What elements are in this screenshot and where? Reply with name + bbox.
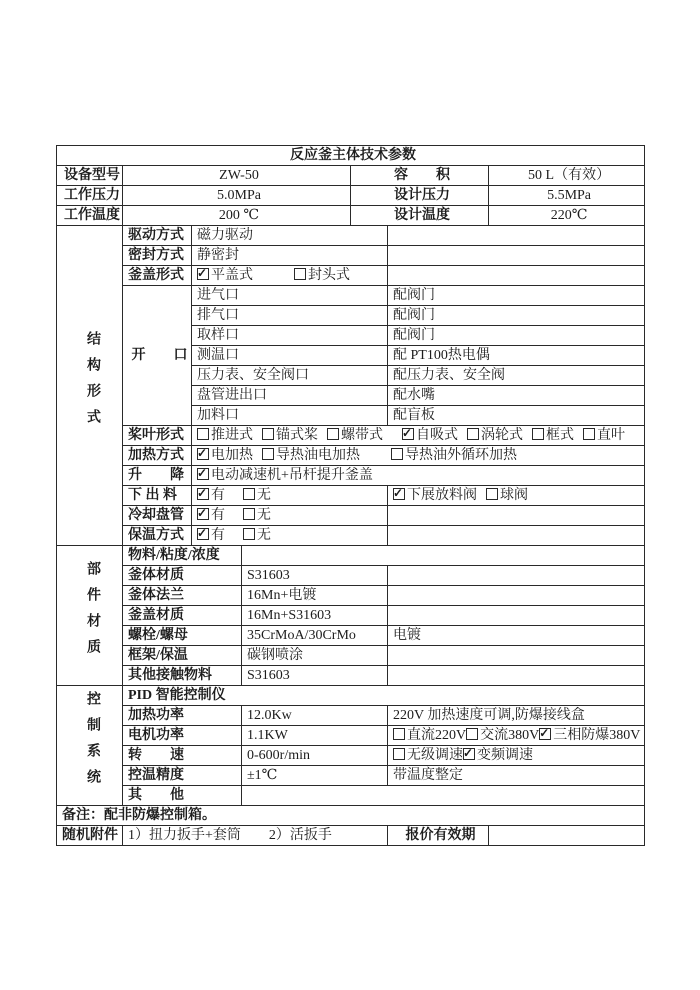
temp-accuracy-label: 控温精度 [123, 766, 242, 786]
heating-power-label: 加热功率 [123, 706, 242, 726]
remark-row: 备注：配非防爆控制箱。 [57, 806, 645, 826]
group-structure [57, 226, 123, 546]
checkbox-option [486, 486, 528, 505]
volume-label: 容 积 [351, 166, 489, 186]
option-label: 锚式桨 [276, 428, 318, 443]
checkbox-option [327, 426, 383, 445]
checkbox-option [294, 266, 350, 285]
checkbox-checked-icon [539, 728, 551, 740]
bottom-discharge-label: 下 出 料 [123, 486, 192, 506]
option-label: 涡轮式 [481, 428, 523, 443]
rotation-speed-label: 转 速 [123, 746, 242, 766]
option-label: 有 [211, 528, 225, 543]
checkbox-checked-icon [402, 428, 414, 440]
other-value [242, 786, 645, 806]
material-header-label: 物料/粘度/浓度 [123, 546, 242, 566]
design-temp-value: 220℃ [489, 206, 645, 226]
design-temp-label: 设计温度 [351, 206, 489, 226]
heating-power-note: 220V 加热速度可调,防爆接线盒 [388, 706, 645, 726]
checkbox-checked-icon [393, 488, 405, 500]
insulation-label: 保温方式 [123, 526, 192, 546]
device-model-label: 设备型号 [57, 166, 123, 186]
empty-cell [388, 506, 645, 526]
impeller-type-options [192, 426, 645, 446]
checkbox-option [393, 746, 463, 765]
checkbox-option [197, 526, 225, 545]
openings-label: 开 口 [123, 286, 192, 426]
quote-validity-value [489, 826, 645, 846]
device-model-value: ZW-50 [123, 166, 351, 186]
option-label: 下展放料阀 [407, 488, 477, 503]
material-extra [388, 566, 645, 586]
checkbox-option [463, 746, 533, 765]
checkbox-unchecked-icon [466, 728, 478, 740]
checkbox-unchecked-icon [467, 428, 479, 440]
checkbox-checked-icon [197, 448, 209, 460]
option-label: 框式 [546, 428, 574, 443]
option-label: 直叶 [597, 428, 625, 443]
rotation-speed-value: 0-600r/min [242, 746, 388, 766]
checkbox-checked-icon [197, 468, 209, 480]
checkbox-unchecked-icon [532, 428, 544, 440]
option-label: 有 [211, 488, 225, 503]
checkbox-unchecked-icon [262, 448, 274, 460]
spec-table [56, 145, 645, 846]
opening-name: 盘管进出口 [192, 386, 388, 406]
checkbox-checked-icon [197, 488, 209, 500]
opening-name: 排气口 [192, 306, 388, 326]
opening-name: 压力表、安全阀口 [192, 366, 388, 386]
checkbox-unchecked-icon [327, 428, 339, 440]
checkbox-option [197, 446, 253, 465]
seal-mode-value: 静密封 [192, 246, 388, 266]
checkbox-option [466, 726, 539, 745]
volume-value: 50 L（有效） [489, 166, 645, 186]
heating-mode-label: 加热方式 [123, 446, 192, 466]
lift-label: 升 降 [123, 466, 192, 486]
checkbox-unchecked-icon [197, 428, 209, 440]
checkbox-unchecked-icon [393, 728, 405, 740]
option-label: 球阀 [500, 488, 528, 503]
drive-mode-value: 磁力驱动 [192, 226, 388, 246]
checkbox-unchecked-icon [243, 488, 255, 500]
checkbox-option [197, 486, 225, 505]
checkbox-checked-icon [463, 748, 475, 760]
material-value: 35CrMoA/30CrMo [242, 626, 388, 646]
checkbox-unchecked-icon [391, 448, 403, 460]
checkbox-unchecked-icon [243, 528, 255, 540]
checkbox-option [262, 426, 318, 445]
option-label: 导热油电加热 [276, 448, 360, 463]
lid-type-label: 釜盖形式 [123, 266, 192, 286]
lid-type-options [192, 266, 388, 286]
material-label: 釜体法兰 [123, 586, 242, 606]
group-materials-label: 部件材质 [85, 560, 100, 665]
rotation-speed-options [388, 746, 645, 766]
accessories-value: 1）扭力扳手+套筒 2）活扳手 [123, 826, 388, 846]
checkbox-option [391, 446, 517, 465]
opening-name: 进气口 [192, 286, 388, 306]
checkbox-option [393, 486, 477, 505]
opening-name: 测温口 [192, 346, 388, 366]
checkbox-checked-icon [197, 268, 209, 280]
accessories-label: 随机附件 [57, 826, 123, 846]
checkbox-unchecked-icon [393, 748, 405, 760]
material-label: 其他接触物料 [123, 666, 242, 686]
option-label: 交流380V [480, 728, 540, 743]
checkbox-checked-icon [197, 508, 209, 520]
motor-power-value: 1.1KW [242, 726, 388, 746]
empty-cell [388, 526, 645, 546]
checkbox-option [402, 426, 458, 445]
material-value: 16Mn+电镀 [242, 586, 388, 606]
empty-cell [388, 226, 645, 246]
checkbox-checked-icon [197, 528, 209, 540]
work-temp-label: 工作温度 [57, 206, 123, 226]
checkbox-option [583, 426, 625, 445]
option-label: 无 [257, 528, 271, 543]
material-header-value [242, 546, 645, 566]
material-value: 碳钢喷涂 [242, 646, 388, 666]
checkbox-unchecked-icon [243, 508, 255, 520]
material-label: 框架/保温 [123, 646, 242, 666]
heating-mode-options [192, 446, 645, 466]
option-label: 三相防爆380V [553, 728, 641, 743]
pid-controller-header: PID 智能控制仪 [123, 686, 645, 706]
quote-validity-label: 报价有效期 [388, 826, 489, 846]
checkbox-option [243, 486, 271, 505]
checkbox-option [243, 526, 271, 545]
option-label: 自吸式 [416, 428, 458, 443]
seal-mode-label: 密封方式 [123, 246, 192, 266]
insulation-options [192, 526, 388, 546]
opening-fitting: 配 PT100热电偶 [388, 346, 645, 366]
checkbox-option [197, 506, 225, 525]
motor-power-label: 电机功率 [123, 726, 242, 746]
material-extra [388, 666, 645, 686]
option-label: 变频调速 [477, 748, 533, 763]
checkbox-option [262, 446, 360, 465]
option-label: 有 [211, 508, 225, 523]
checkbox-option [467, 426, 523, 445]
design-pressure-label: 设计压力 [351, 186, 489, 206]
checkbox-option [197, 266, 253, 285]
opening-fitting: 配阀门 [388, 326, 645, 346]
material-label: 釜体材质 [123, 566, 242, 586]
heating-power-value: 12.0Kw [242, 706, 388, 726]
temp-accuracy-value: ±1℃ [242, 766, 388, 786]
material-value: S31603 [242, 566, 388, 586]
opening-fitting: 配水嘴 [388, 386, 645, 406]
option-label: 导热油外循环加热 [405, 448, 517, 463]
material-label: 釜盖材质 [123, 606, 242, 626]
option-label: 直流220V [407, 728, 467, 743]
bottom-discharge-options [192, 486, 388, 506]
opening-fitting: 配盲板 [388, 406, 645, 426]
opening-fitting: 配阀门 [388, 286, 645, 306]
checkbox-option [243, 506, 271, 525]
other-label: 其 他 [123, 786, 242, 806]
checkbox-unchecked-icon [583, 428, 595, 440]
material-extra [388, 606, 645, 626]
option-label: 无 [257, 488, 271, 503]
motor-power-options [388, 726, 645, 746]
option-label: 无 [257, 508, 271, 523]
option-label: 电动减速机+吊杆提升釜盖 [211, 468, 373, 483]
material-extra [388, 646, 645, 666]
group-control-label: 控制系统 [85, 690, 100, 795]
opening-fitting: 配阀门 [388, 306, 645, 326]
option-label: 电加热 [211, 448, 253, 463]
work-pressure-value: 5.0MPa [123, 186, 351, 206]
work-temp-value: 200 ℃ [123, 206, 351, 226]
group-structure-label: 结构形式 [85, 330, 100, 435]
design-pressure-value: 5.5MPa [489, 186, 645, 206]
option-label: 平盖式 [211, 268, 253, 283]
option-label: 封头式 [308, 268, 350, 283]
group-control [57, 686, 123, 806]
checkbox-unchecked-icon [486, 488, 498, 500]
checkbox-option [532, 426, 574, 445]
material-label: 螺栓/螺母 [123, 626, 242, 646]
checkbox-unchecked-icon [262, 428, 274, 440]
page-title: 反应釜主体技术参数 [57, 146, 645, 166]
work-pressure-label: 工作压力 [57, 186, 123, 206]
opening-name: 取样口 [192, 326, 388, 346]
cooling-coil-label: 冷却盘管 [123, 506, 192, 526]
checkbox-option [539, 726, 640, 745]
material-value: S31603 [242, 666, 388, 686]
opening-name: 加料口 [192, 406, 388, 426]
material-value: 16Mn+S31603 [242, 606, 388, 626]
group-materials [57, 546, 123, 686]
drive-mode-label: 驱动方式 [123, 226, 192, 246]
checkbox-option [393, 726, 466, 745]
checkbox-option [197, 426, 253, 445]
temp-accuracy-note: 带温度整定 [388, 766, 645, 786]
material-extra: 电镀 [388, 626, 645, 646]
cooling-coil-options [192, 506, 388, 526]
empty-cell [388, 266, 645, 286]
material-extra [388, 586, 645, 606]
option-label: 螺带式 [341, 428, 383, 443]
empty-cell [388, 246, 645, 266]
option-label: 无级调速 [407, 748, 463, 763]
option-label: 推进式 [211, 428, 253, 443]
discharge-valve-options [388, 486, 645, 506]
checkbox-option [197, 466, 373, 485]
impeller-type-label: 桨叶形式 [123, 426, 192, 446]
lift-options [192, 466, 645, 486]
checkbox-unchecked-icon [294, 268, 306, 280]
opening-fitting: 配压力表、安全阀 [388, 366, 645, 386]
